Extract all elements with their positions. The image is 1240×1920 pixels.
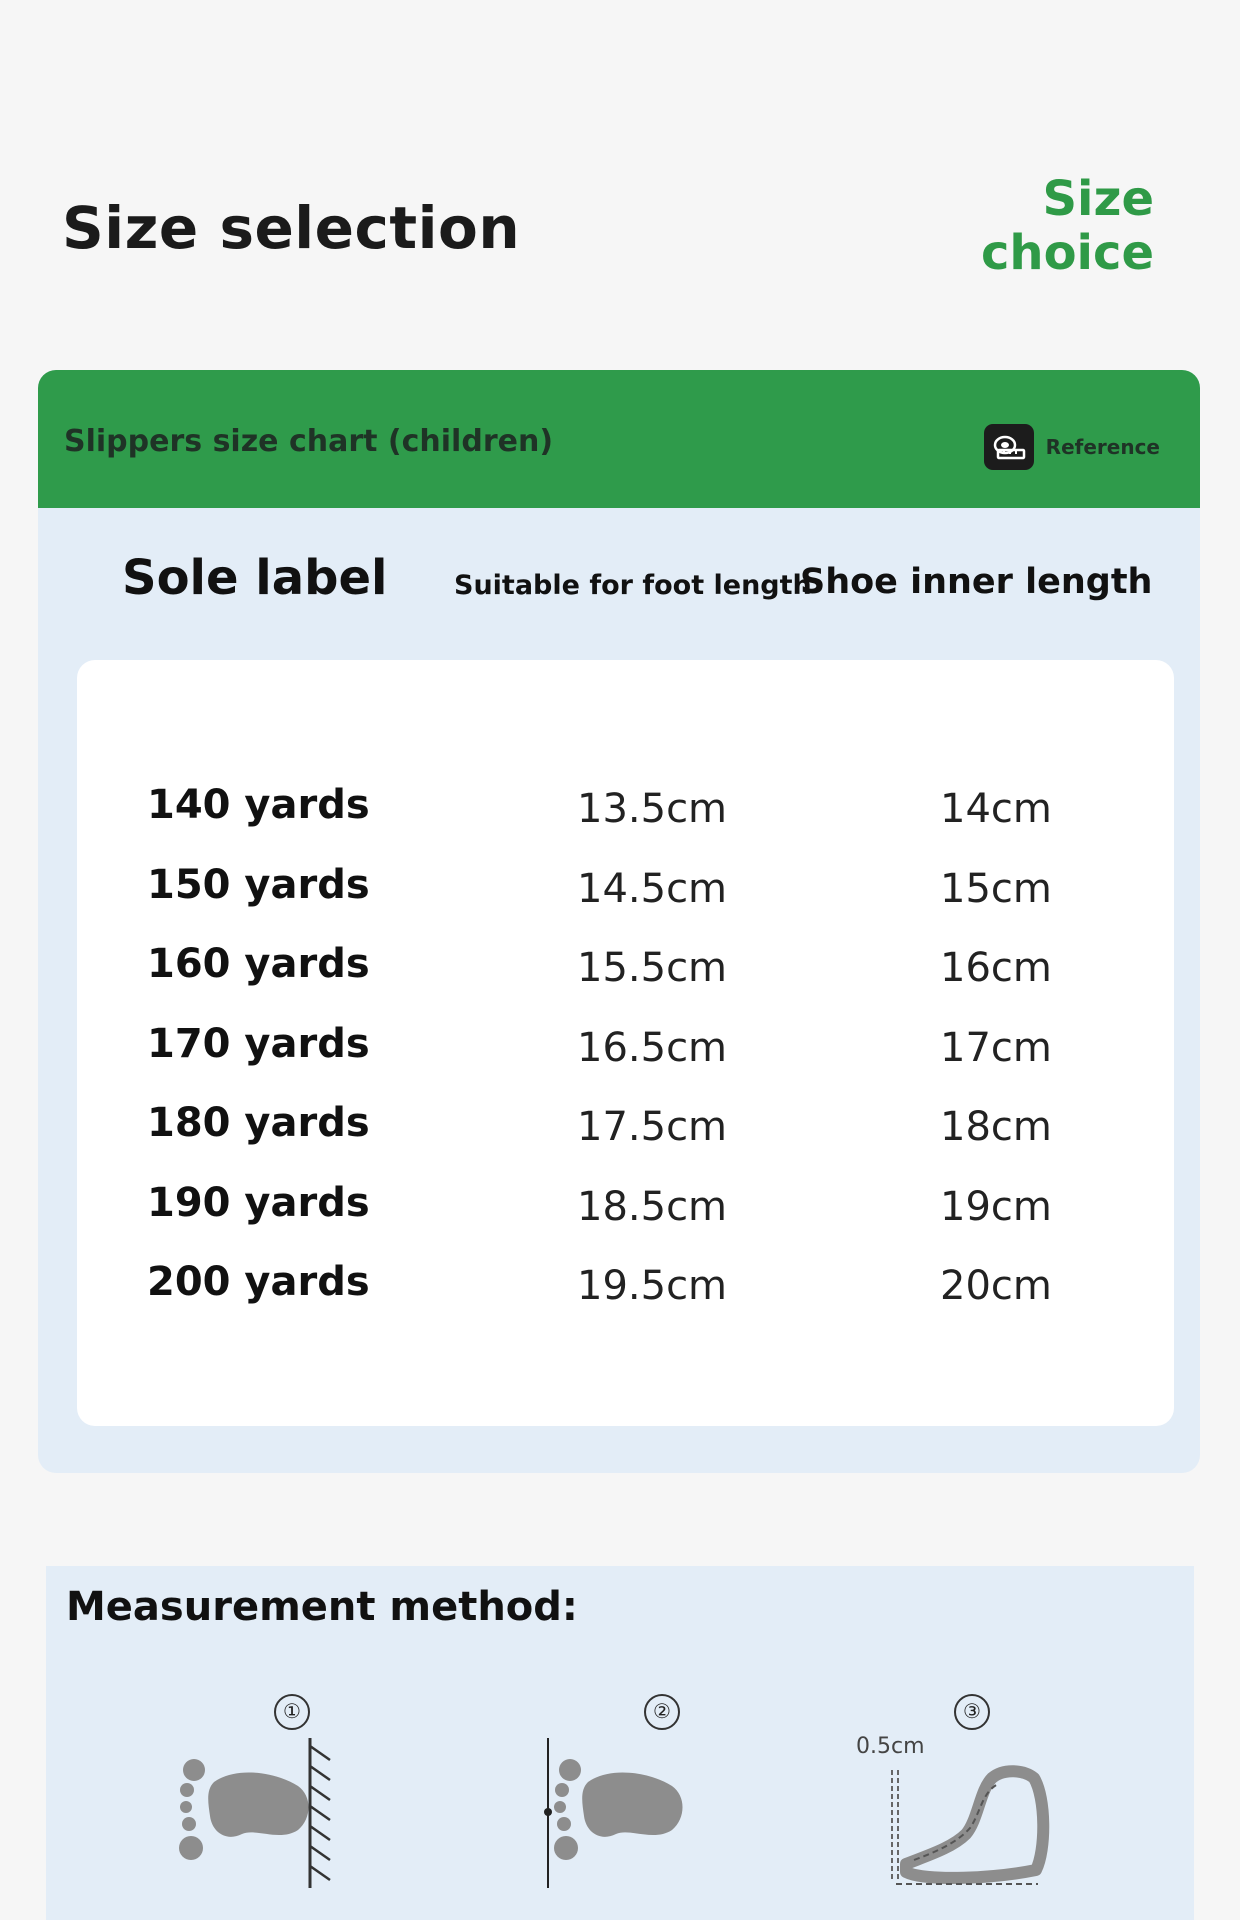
column-header-sole-label: Sole label <box>122 550 388 606</box>
foot-measure-line-icon <box>544 1738 714 1888</box>
sole-label-cell: 180 yards <box>147 1100 370 1146</box>
foot-against-wall-icon <box>176 1738 346 1888</box>
foot-length-cell: 18.5cm <box>577 1184 728 1230</box>
page-title: Size selection <box>62 194 521 262</box>
size-chart-header <box>38 370 1200 508</box>
measurement-step-3 <box>856 1694 1156 1920</box>
sole-label-cell: 140 yards <box>147 782 370 828</box>
brand-line-2: choice <box>980 225 1154 281</box>
sole-label-cell: 190 yards <box>147 1180 370 1226</box>
table-row <box>77 1259 1174 1329</box>
inner-length-cell: 17cm <box>940 1025 1052 1071</box>
step-number: ③ <box>954 1694 990 1730</box>
reference-badge <box>984 424 1160 470</box>
foot-length-cell: 16.5cm <box>577 1025 728 1071</box>
sole-label-cell: 170 yards <box>147 1021 370 1067</box>
step-number: ② <box>644 1694 680 1730</box>
brand-line-1: Size <box>1042 171 1154 227</box>
foot-length-cell: 17.5cm <box>577 1104 728 1150</box>
foot-length-cell: 19.5cm <box>577 1263 728 1309</box>
column-header-inner-length: Shoe inner length <box>800 562 1153 602</box>
measurement-method-card <box>46 1566 1194 1920</box>
tape-measure-icon <box>984 424 1034 470</box>
inner-length-cell: 18cm <box>940 1104 1052 1150</box>
brand-logo <box>934 172 1154 280</box>
shoe-inner-length-icon <box>856 1760 1056 1910</box>
inner-length-cell: 16cm <box>940 945 1052 991</box>
reference-label: Reference <box>1045 435 1160 459</box>
foot-length-cell: 14.5cm <box>577 866 728 912</box>
foot-length-cell: 13.5cm <box>577 786 728 832</box>
table-row <box>77 1180 1174 1250</box>
measurement-step-2 <box>544 1694 844 1920</box>
inner-length-cell: 19cm <box>940 1184 1052 1230</box>
table-row <box>77 1100 1174 1170</box>
foot-length-cell: 15.5cm <box>577 945 728 991</box>
inner-length-cell: 14cm <box>940 786 1052 832</box>
size-table <box>77 660 1174 1426</box>
size-chart-column-headers <box>38 550 1200 610</box>
inner-length-cell: 20cm <box>940 1263 1052 1309</box>
sole-label-cell: 150 yards <box>147 862 370 908</box>
column-header-foot-length: Suitable for foot length <box>454 570 812 601</box>
table-row <box>77 782 1174 852</box>
step-number: ① <box>274 1694 310 1730</box>
table-row <box>77 862 1174 932</box>
table-row <box>77 1021 1174 1091</box>
measurement-title: Measurement method: <box>66 1584 578 1630</box>
sole-label-cell: 200 yards <box>147 1259 370 1305</box>
allowance-label: 0.5cm <box>856 1734 925 1759</box>
size-chart-title: Slippers size chart (children) <box>64 424 554 459</box>
sole-label-cell: 160 yards <box>147 941 370 987</box>
table-row <box>77 941 1174 1011</box>
inner-length-cell: 15cm <box>940 866 1052 912</box>
measurement-step-1 <box>176 1694 476 1920</box>
size-chart-card <box>38 370 1200 1473</box>
